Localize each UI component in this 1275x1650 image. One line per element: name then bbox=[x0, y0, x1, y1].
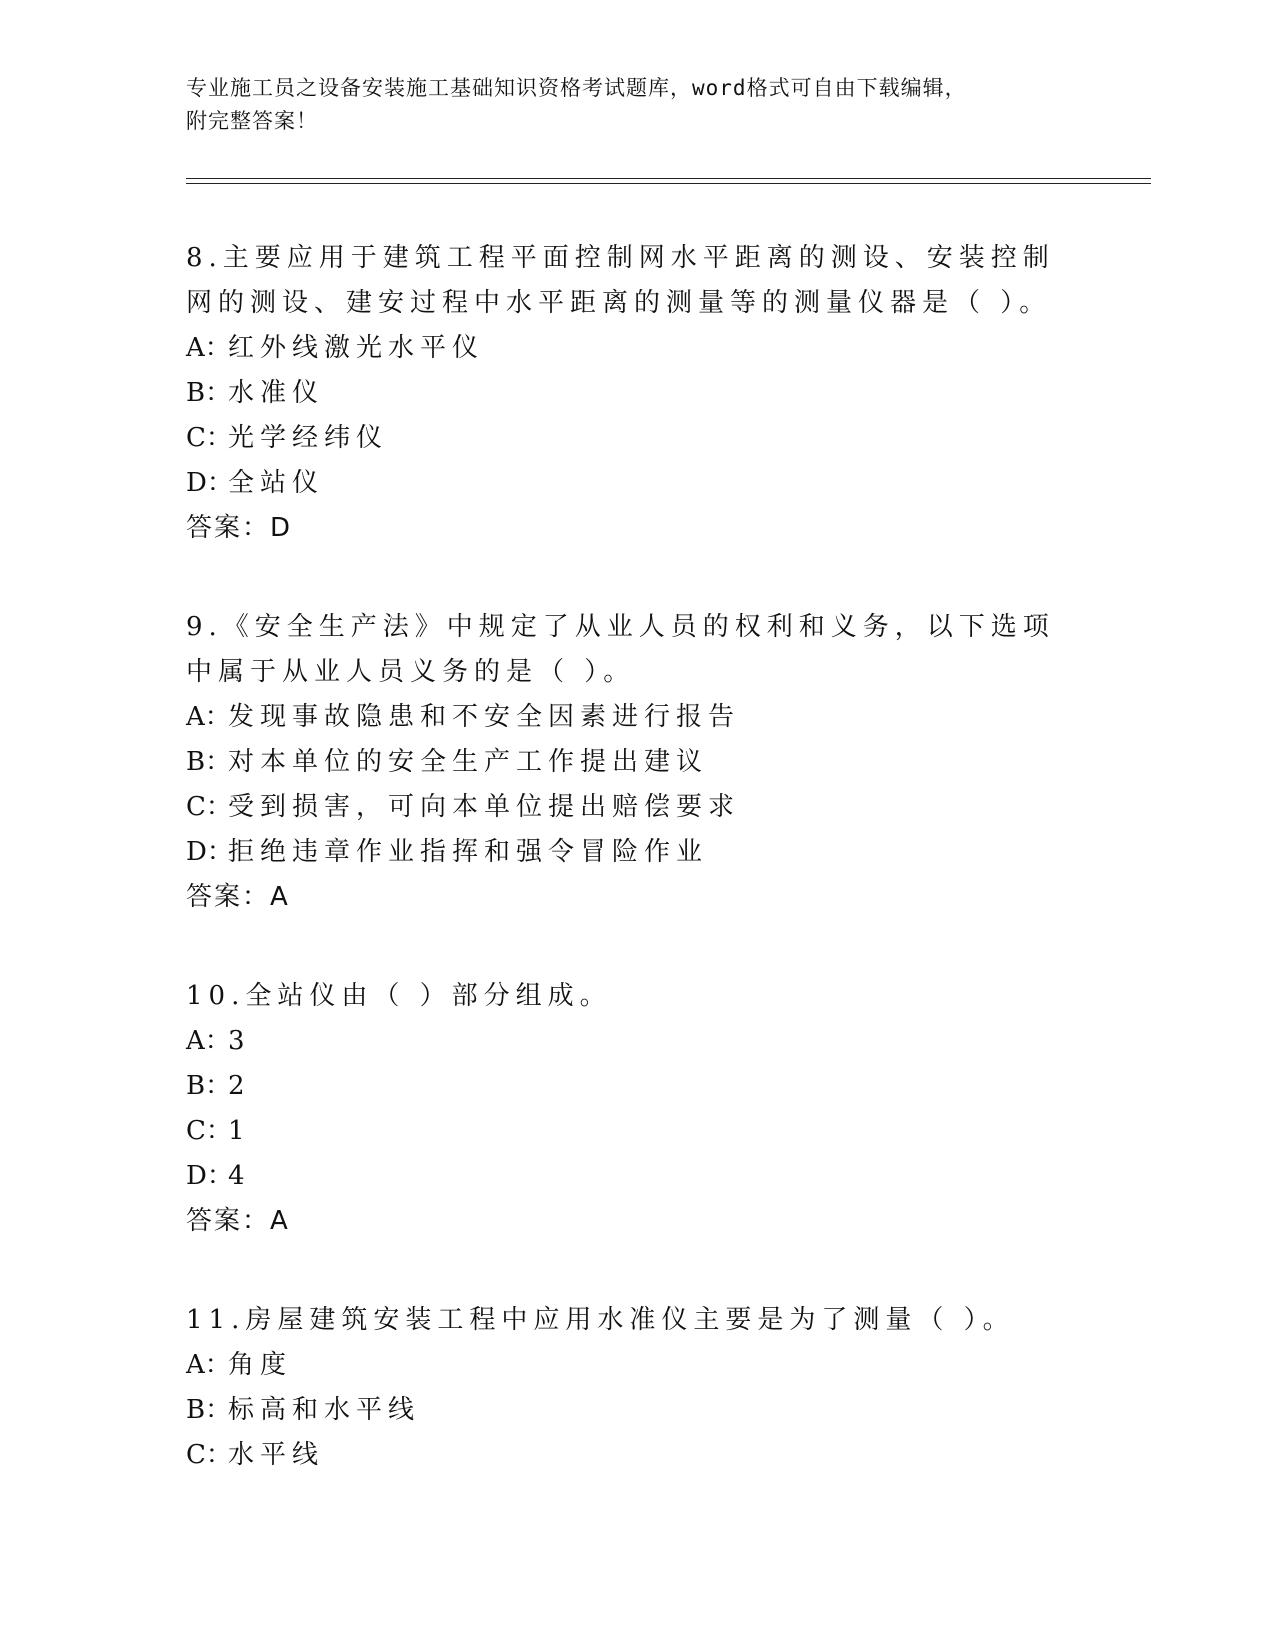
option-b bbox=[186, 740, 1086, 785]
option-value: 拒绝违章作业指挥和强令冒险作业 bbox=[228, 837, 709, 867]
option-value: 红外线激光水平仪 bbox=[228, 333, 485, 363]
option-key: D： bbox=[186, 837, 233, 867]
header-divider-bottom bbox=[186, 183, 1151, 184]
option-c bbox=[186, 1433, 1086, 1478]
option-key: A： bbox=[186, 1026, 231, 1056]
question-8 bbox=[186, 236, 1086, 551]
document-header bbox=[186, 72, 1086, 138]
option-key: C： bbox=[186, 792, 232, 822]
option-value: 对本单位的安全生产工作提出建议 bbox=[228, 747, 709, 777]
option-key: A： bbox=[186, 333, 231, 363]
option-a bbox=[186, 695, 1086, 740]
question-text: 10.全站仪由（ ）部分组成。 bbox=[186, 981, 612, 1011]
option-d bbox=[186, 1154, 1086, 1199]
answer-line: 答案：A bbox=[186, 1206, 290, 1236]
header-line-1: 专业施工员之设备安装施工基础知识资格考试题库，word格式可自由下载编辑， bbox=[186, 76, 967, 100]
option-d bbox=[186, 461, 1086, 506]
option-key: B： bbox=[186, 378, 232, 408]
answer-line: 答案：A bbox=[186, 882, 290, 912]
answer-line: 答案：D bbox=[186, 513, 293, 543]
header-divider-top bbox=[186, 178, 1151, 179]
option-key: B： bbox=[186, 1395, 232, 1425]
option-value: 水准仪 bbox=[228, 378, 325, 408]
option-d bbox=[186, 830, 1086, 875]
option-value: 角度 bbox=[228, 1350, 293, 1380]
option-key: D： bbox=[186, 468, 233, 498]
question-11 bbox=[186, 1298, 1086, 1478]
option-b bbox=[186, 1388, 1086, 1433]
option-a bbox=[186, 1019, 1086, 1064]
option-key: D： bbox=[186, 1161, 233, 1191]
option-value: 1 bbox=[228, 1116, 251, 1146]
header-line-2: 附完整答案！ bbox=[186, 109, 318, 133]
question-list bbox=[186, 236, 1086, 1532]
option-key: C： bbox=[186, 1116, 232, 1146]
option-value: 水平线 bbox=[228, 1440, 325, 1470]
question-text: 8.主要应用于建筑工程平面控制网水平距离的测设、安装控制网的测设、建安过程中水平距离的测量等的测量仪器是（ ）。 bbox=[186, 243, 1055, 318]
option-key: A： bbox=[186, 702, 231, 732]
option-b bbox=[186, 1064, 1086, 1109]
option-key: A： bbox=[186, 1350, 231, 1380]
question-text: 11.房屋建筑安装工程中应用水准仪主要是为了测量（ ）。 bbox=[186, 1305, 1015, 1335]
option-value: 全站仪 bbox=[228, 468, 325, 498]
option-value: 光学经纬仪 bbox=[228, 423, 389, 453]
option-a bbox=[186, 326, 1086, 371]
option-key: C： bbox=[186, 423, 232, 453]
option-key: B： bbox=[186, 1071, 232, 1101]
option-value: 2 bbox=[228, 1071, 251, 1101]
option-value: 3 bbox=[228, 1026, 251, 1056]
question-text: 9.《安全生产法》中规定了从业人员的权利和义务，以下选项中属于从业人员义务的是（ ）。 bbox=[186, 612, 1055, 687]
option-c bbox=[186, 785, 1086, 830]
question-10 bbox=[186, 974, 1086, 1244]
option-value: 发现事故隐患和不安全因素进行报告 bbox=[228, 702, 741, 732]
option-value: 标高和水平线 bbox=[228, 1395, 421, 1425]
option-key: B： bbox=[186, 747, 232, 777]
option-b bbox=[186, 371, 1086, 416]
option-c bbox=[186, 1109, 1086, 1154]
question-9 bbox=[186, 605, 1086, 920]
option-value: 4 bbox=[228, 1161, 251, 1191]
option-key: C： bbox=[186, 1440, 232, 1470]
option-value: 受到损害，可向本单位提出赔偿要求 bbox=[228, 792, 741, 822]
option-a bbox=[186, 1343, 1086, 1388]
option-c bbox=[186, 416, 1086, 461]
